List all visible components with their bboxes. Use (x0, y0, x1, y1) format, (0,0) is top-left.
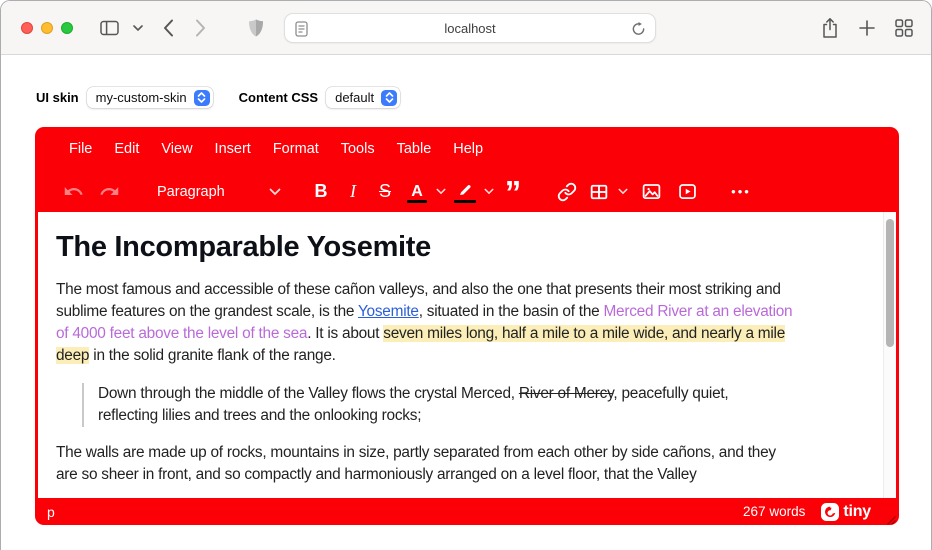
scrollbar-thumb[interactable] (886, 219, 894, 347)
editor-menubar (35, 127, 899, 171)
text-segment: are so sheer in front, and so compactly and harmoniously arranged on a level floor, that the Valley (56, 466, 697, 483)
content-css-value: default (335, 90, 375, 105)
undo-button[interactable] (57, 177, 89, 207)
editable-content[interactable] (38, 212, 896, 498)
share-icon[interactable] (821, 17, 839, 38)
minimize-window-button[interactable] (41, 22, 53, 34)
resize-handle-icon[interactable] (886, 512, 896, 522)
text-segment: reflecting lilies and trees and the onlooking rocks; (98, 407, 422, 424)
text-segment: deep (56, 347, 90, 364)
undo-icon (63, 181, 84, 202)
text-segment: River of Mercy (518, 385, 614, 402)
select-stepper-icon (194, 90, 210, 106)
text-line (56, 442, 880, 464)
content-frame (35, 212, 899, 498)
media-button[interactable] (671, 177, 703, 207)
tiny-branding[interactable] (821, 503, 871, 521)
image-icon (641, 181, 662, 202)
text-line (56, 279, 880, 301)
text-line (98, 405, 880, 427)
more-toolbar-button[interactable]: ••• (731, 184, 751, 199)
text-segment: The walls are made up of rocks, mountains in size, partly separated from each other by side cañons, and they (56, 444, 776, 461)
select-stepper-icon (381, 90, 397, 106)
bold-button[interactable]: B (314, 181, 328, 201)
text-segment: of 4000 feet above the level of the sea (56, 325, 308, 342)
new-tab-icon[interactable] (859, 20, 875, 36)
paragraph-format-select[interactable] (149, 177, 283, 207)
menu-insert[interactable]: Insert (214, 141, 251, 157)
redo-button[interactable] (93, 177, 125, 207)
shield-icon[interactable] (248, 18, 264, 37)
text-line (56, 464, 880, 486)
back-icon[interactable] (163, 19, 174, 37)
zoom-window-button[interactable] (61, 22, 73, 34)
menu-file[interactable]: File (69, 141, 93, 157)
image-button[interactable] (635, 177, 667, 207)
text-line (98, 383, 880, 405)
media-icon (677, 181, 698, 202)
browser-toolbar (1, 1, 931, 55)
chevron-down-icon[interactable] (615, 177, 631, 207)
content-link[interactable]: Yosemite (357, 303, 419, 320)
ui-skin-select[interactable] (87, 87, 213, 108)
content-css-select[interactable] (326, 87, 400, 108)
highlight-color-button[interactable] (449, 177, 481, 207)
menu-table[interactable]: Table (396, 141, 432, 157)
address-bar[interactable] (284, 13, 656, 43)
chevron-down-icon (267, 177, 283, 207)
text-line (56, 323, 880, 345)
highlighter-icon (456, 180, 475, 199)
menu-format[interactable]: Format (272, 141, 319, 157)
page-icon (295, 21, 308, 42)
blockquote (82, 383, 880, 427)
ui-skin-value: my-custom-skin (95, 90, 187, 105)
tab-overview-icon[interactable] (895, 19, 913, 37)
text-line (56, 345, 880, 367)
forward-icon[interactable] (195, 19, 206, 37)
text-segment: in the solid granite flank of the range. (89, 347, 336, 364)
sidebar-icon[interactable] (100, 20, 119, 35)
demo-controls (36, 87, 400, 108)
menu-view[interactable]: View (161, 141, 193, 157)
text-segment: The most famous and accessible of these cañon valleys, and also the one that presents their most striking and (56, 281, 781, 298)
ui-skin-label: UI skin (36, 90, 79, 105)
strikethrough-button[interactable]: S (378, 181, 391, 201)
editor-statusbar (35, 498, 899, 525)
scrollbar-track[interactable] (883, 212, 896, 498)
tiny-brand-text: tiny (843, 502, 871, 520)
element-path[interactable]: p (47, 503, 55, 520)
highlight-color-swatch (454, 200, 476, 203)
text-color-button[interactable]: A (401, 177, 433, 207)
text-segment: . It is about (307, 325, 384, 342)
chevron-down-icon[interactable] (481, 177, 497, 207)
table-icon (589, 182, 609, 202)
text-color-swatch (407, 200, 427, 203)
tiny-logo-icon (821, 503, 839, 521)
text-segment: , situated in the basin of the (418, 303, 604, 320)
table-button[interactable] (583, 177, 615, 207)
blockquote-button[interactable]: ” (504, 173, 522, 211)
word-count[interactable]: 267 words (743, 504, 806, 519)
chevron-down-icon[interactable] (133, 24, 143, 31)
tinymce-editor (35, 127, 899, 525)
close-window-button[interactable] (21, 22, 33, 34)
italic-button[interactable]: I (350, 181, 356, 201)
content-css-label: Content CSS (238, 90, 319, 105)
link-button[interactable] (551, 177, 583, 207)
paragraph-2 (56, 442, 880, 486)
text-segment: Merced River at an elevation (603, 303, 793, 320)
text-segment: sublime features on the grandest scale, is the (56, 303, 358, 320)
document-heading: The Incomparable Yosemite (56, 231, 431, 263)
menu-tools[interactable]: Tools (340, 141, 375, 157)
chevron-down-icon[interactable] (433, 177, 449, 207)
paragraph-1 (56, 279, 880, 367)
paragraph-format-label: Paragraph (157, 183, 225, 200)
menu-help[interactable]: Help (453, 141, 484, 157)
menu-edit[interactable]: Edit (114, 141, 140, 157)
text-segment: seven miles long, half a mile to a mile wide, and nearly a mile (383, 325, 786, 342)
link-icon (557, 182, 577, 202)
text-segment: , peacefully quiet, (613, 385, 729, 402)
url-text: localhost (444, 20, 496, 36)
reload-icon[interactable] (631, 21, 646, 42)
editor-toolbar (35, 171, 899, 212)
text-line (56, 301, 880, 323)
text-segment: Down through the middle of the Valley flows the crystal Merced, (98, 385, 519, 402)
redo-icon (99, 181, 120, 202)
